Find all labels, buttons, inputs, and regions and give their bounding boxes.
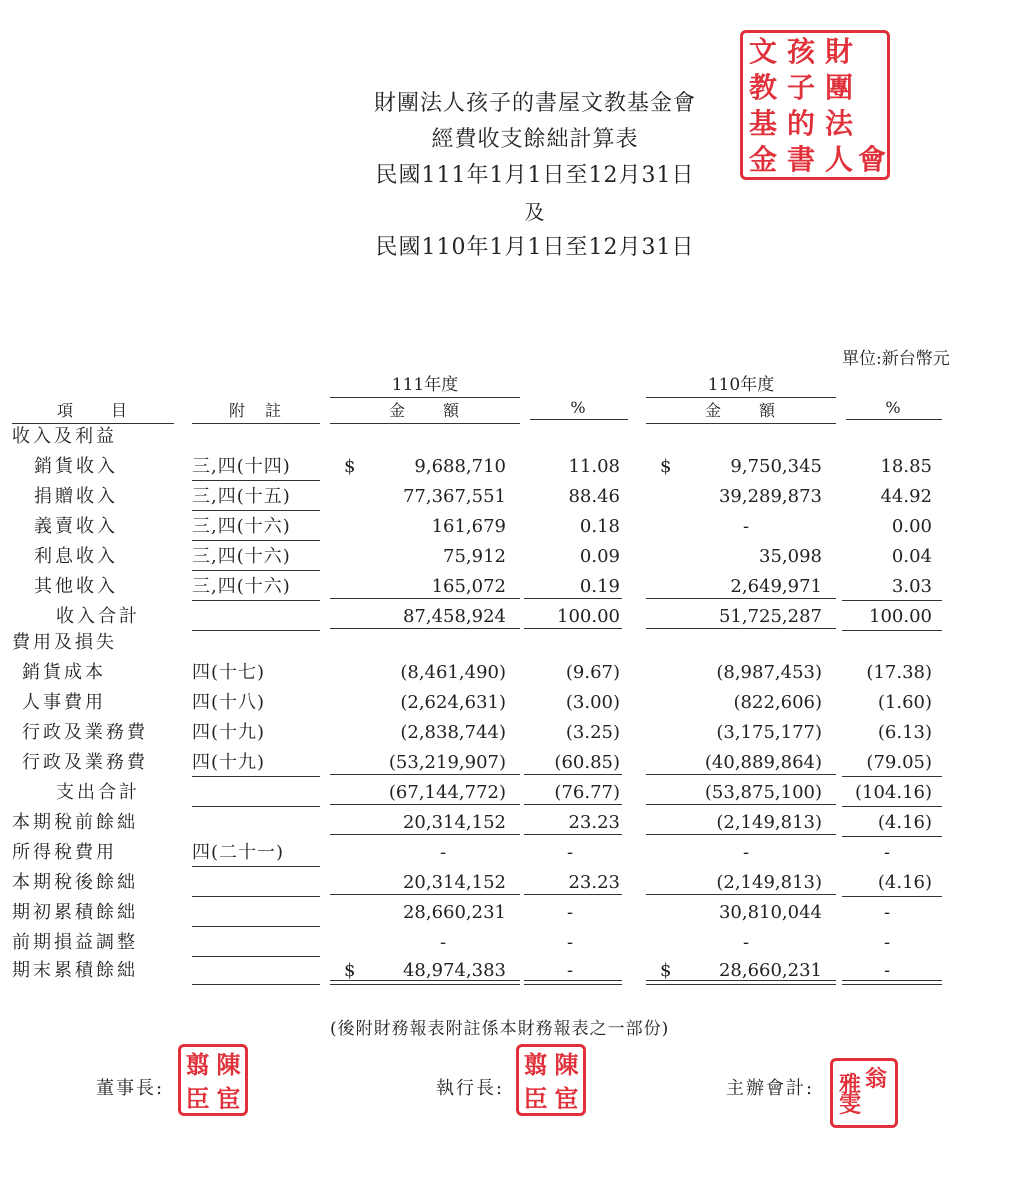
row-note [192, 958, 320, 985]
footnote: (後附財務報表附註係本財務報表之一部份) [330, 1019, 670, 1039]
org-name: 財團法人孩子的書屋文教基金會 [373, 91, 696, 116]
cell-pct1: (3.25) [565, 722, 620, 743]
total-rule [524, 628, 622, 629]
row-note: 四(十八) [192, 692, 266, 713]
cell-amt1: 20,314,152 [402, 872, 506, 893]
cell-pct2: (4.16) [877, 872, 932, 893]
row-label: 期末累積餘絀 [12, 960, 138, 981]
cell-pct2: 18.85 [880, 456, 932, 477]
total-rule [646, 894, 836, 895]
row-label: 期初累積餘絀 [12, 902, 138, 923]
period-prior: 民國110年1月1日至12月31日 [375, 235, 695, 260]
currency-symbol: $ [660, 456, 672, 477]
organization-seal: 文 教 基 金 會 孩 子 的 書 財 團 法 人 [740, 30, 890, 180]
cell-pct1: 23.23 [568, 812, 620, 833]
total-rule [330, 834, 520, 835]
cell-amt1: 20,314,152 [402, 812, 506, 833]
cell-amt1: 9,688,710 [414, 456, 506, 477]
total-rule [842, 896, 942, 897]
cell-amt2: 30,810,044 [718, 902, 822, 923]
cell-pct2: (17.38) [866, 662, 932, 683]
cell-amt1: 28,660,231 [402, 902, 506, 923]
cell-pct2: - [883, 932, 891, 953]
amount-prior-header: 金 額 [646, 398, 836, 424]
total-rule [842, 836, 942, 837]
statement-title [330, 86, 740, 266]
total-rule [646, 628, 836, 629]
percent-prior-header: % [846, 398, 942, 420]
row-note [192, 870, 320, 897]
total-rule [646, 804, 836, 805]
row-label: 銷貨成本 [22, 662, 106, 683]
total-rule [842, 600, 942, 601]
row-label: 所得稅費用 [12, 842, 117, 863]
currency-symbol: $ [660, 960, 672, 981]
row-label: 本期稅前餘絀 [12, 812, 138, 833]
ceo-seal: 翦 陳 臣 宦 [516, 1044, 586, 1116]
cell-pct1: (9.67) [565, 662, 620, 683]
accountant-label: 主辦會計: [726, 1078, 815, 1099]
cell-amt2: - [742, 516, 750, 537]
ceo-label: 執行長: [436, 1078, 505, 1099]
currency-symbol: $ [344, 456, 356, 477]
cell-pct2: 44.92 [880, 486, 932, 507]
statement-name: 經費收支餘絀計算表 [431, 127, 639, 152]
cell-pct2: - [883, 960, 891, 981]
cell-pct1: 11.08 [568, 456, 620, 477]
cell-amt2: 9,750,345 [730, 456, 822, 477]
cell-amt1: 87,458,924 [402, 606, 506, 627]
cell-pct2: - [883, 902, 891, 923]
table-row [0, 630, 1020, 659]
total-rule [842, 806, 942, 807]
cell-amt2: 35,098 [759, 546, 822, 567]
cell-amt2: - [742, 932, 750, 953]
table-row [0, 544, 1020, 573]
chairman-seal: 翦 陳 臣 宦 [178, 1044, 248, 1116]
period-conjunction: 及 [524, 200, 546, 224]
row-note [192, 780, 320, 807]
cell-pct2: 0.04 [891, 546, 932, 567]
cell-pct1: 0.19 [579, 576, 620, 597]
row-note [192, 604, 320, 631]
double-rule [330, 980, 520, 985]
row-label: 其他收入 [34, 576, 118, 597]
double-rule [842, 980, 942, 985]
total-rule [646, 774, 836, 775]
row-label: 收入及利益 [12, 426, 117, 447]
table-row [0, 930, 1020, 959]
table-row [0, 424, 1020, 453]
table-row [0, 840, 1020, 869]
cell-amt1: (8,461,490) [400, 662, 506, 683]
cell-pct1: - [566, 902, 574, 923]
cell-pct1: (60.85) [554, 752, 620, 773]
row-note: 四(十九) [192, 750, 320, 777]
total-rule [646, 598, 836, 599]
amount-current-header: 金 額 [330, 398, 520, 424]
total-rule [842, 776, 942, 777]
total-rule [330, 774, 520, 775]
row-label: 支出合計 [56, 782, 140, 803]
cell-amt2: 2,649,971 [730, 576, 822, 597]
row-label: 利息收入 [34, 546, 118, 567]
row-note: 三,四(十六) [192, 574, 320, 601]
row-note: 三,四(十六) [192, 514, 320, 541]
cell-pct1: 88.46 [568, 486, 620, 507]
cell-pct1: 0.18 [579, 516, 620, 537]
table-row [0, 454, 1020, 483]
cell-amt2: (822,606) [733, 692, 822, 713]
double-rule [646, 980, 836, 985]
cell-amt1: - [439, 932, 447, 953]
cell-amt2: 39,289,873 [718, 486, 822, 507]
row-label: 行政及業務費 [22, 722, 148, 743]
cell-pct1: 100.00 [557, 606, 620, 627]
cell-pct2: - [883, 842, 891, 863]
total-rule [524, 598, 622, 599]
row-note: 四(二十一) [192, 840, 320, 867]
row-note: 三,四(十四) [192, 454, 320, 481]
cell-amt1: (67,144,772) [388, 782, 506, 803]
row-label: 捐贈收入 [34, 486, 118, 507]
cell-pct1: - [566, 932, 574, 953]
percent-current-header: % [530, 398, 628, 420]
cell-amt1: 48,974,383 [402, 960, 506, 981]
row-label: 行政及業務費 [22, 752, 148, 773]
cell-amt2: (3,175,177) [716, 722, 822, 743]
chairman-label: 董事長: [96, 1078, 165, 1099]
cell-amt1: (53,219,907) [388, 752, 506, 773]
row-note [192, 930, 320, 957]
note-column-header: 附 註 [192, 398, 320, 424]
total-rule [330, 598, 520, 599]
total-rule [524, 804, 622, 805]
cell-amt2: 51,725,287 [718, 606, 822, 627]
cell-amt2: (40,889,864) [704, 752, 822, 773]
table-row [0, 514, 1020, 543]
cell-amt2: (53,875,100) [704, 782, 822, 803]
row-note: 四(十九) [192, 722, 266, 743]
cell-pct1: - [566, 842, 574, 863]
currency-symbol: $ [344, 960, 356, 981]
row-label: 前期損益調整 [12, 932, 138, 953]
row-label: 費用及損失 [12, 632, 117, 653]
cell-pct2: (104.16) [854, 782, 932, 803]
row-label: 本期稅後餘絀 [12, 872, 138, 893]
cell-amt2: - [742, 842, 750, 863]
year-current-header: 111年度 [330, 370, 520, 398]
cell-pct1: - [566, 960, 574, 981]
row-label: 銷貨收入 [34, 456, 118, 477]
currency-unit: 單位:新台幣元 [842, 349, 950, 369]
cell-pct1: 23.23 [568, 872, 620, 893]
cell-amt1: 165,072 [431, 576, 506, 597]
cell-amt1: - [439, 842, 447, 863]
total-rule [330, 894, 520, 895]
cell-amt2: (8,987,453) [716, 662, 822, 683]
period-current: 民國111年1月1日至12月31日 [375, 163, 695, 188]
total-rule [842, 630, 942, 631]
total-rule [524, 894, 622, 895]
cell-amt1: 77,367,551 [402, 486, 506, 507]
cell-pct2: 0.00 [891, 516, 932, 537]
table-row [0, 484, 1020, 513]
cell-pct2: 100.00 [869, 606, 932, 627]
row-label: 義賣收入 [34, 516, 118, 537]
cell-pct1: 0.09 [579, 546, 620, 567]
table-row [0, 690, 1020, 719]
cell-amt1: (2,838,744) [400, 722, 506, 743]
total-rule [646, 834, 836, 835]
cell-amt2: (2,149,813) [716, 872, 822, 893]
cell-amt2: (2,149,813) [716, 812, 822, 833]
cell-pct1: (76.77) [554, 782, 620, 803]
row-label: 人事費用 [22, 692, 106, 713]
cell-pct2: 3.03 [891, 576, 932, 597]
total-rule [330, 804, 520, 805]
cell-amt1: (2,624,631) [400, 692, 506, 713]
total-rule [524, 834, 622, 835]
cell-amt2: 28,660,231 [718, 960, 822, 981]
cell-pct2: (1.60) [877, 692, 932, 713]
year-prior-header: 110年度 [646, 370, 836, 398]
row-note: 三,四(十五) [192, 484, 320, 511]
cell-pct2: (79.05) [866, 752, 932, 773]
row-label: 收入合計 [56, 606, 140, 627]
row-note: 四(十七) [192, 662, 266, 683]
table-row [0, 900, 1020, 929]
accountant-seal: 雅雯 翁 [830, 1058, 898, 1128]
table-row [0, 720, 1020, 749]
cell-pct2: (6.13) [877, 722, 932, 743]
item-column-header: 項 目 [12, 398, 174, 424]
table-row [0, 660, 1020, 689]
total-rule [524, 774, 622, 775]
cell-amt1: 75,912 [443, 546, 506, 567]
row-note [192, 900, 320, 927]
cell-pct1: (3.00) [565, 692, 620, 713]
cell-pct2: (4.16) [877, 812, 932, 833]
total-rule [330, 628, 520, 629]
row-note: 三,四(十六) [192, 544, 320, 571]
cell-amt1: 161,679 [431, 516, 506, 537]
double-rule [524, 980, 622, 985]
